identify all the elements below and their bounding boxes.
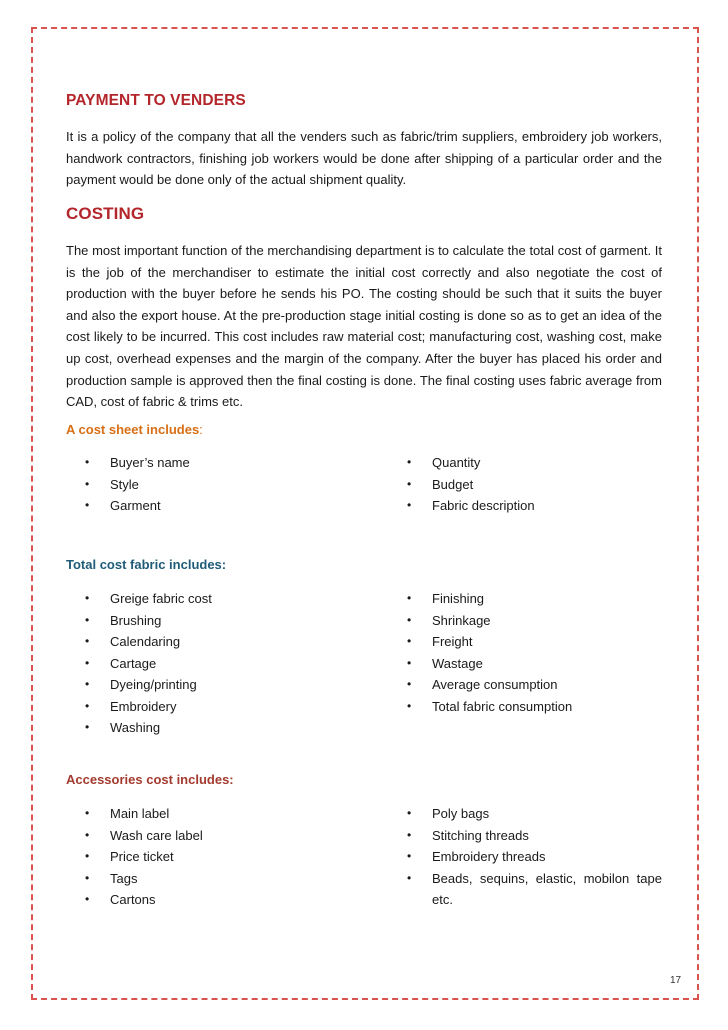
list-item-text: Shrinkage: [432, 612, 491, 628]
list-item: [85, 696, 345, 718]
bullet-icon: •: [85, 806, 90, 820]
bullet-icon: •: [85, 476, 90, 491]
bullet-icon: •: [407, 498, 412, 512]
list-item-text: Buyer’s name: [110, 455, 190, 470]
list-item: [407, 803, 662, 825]
bullet-icon: •: [407, 634, 412, 648]
bullet-icon: •: [85, 892, 90, 906]
list-item-text: Wash care label: [110, 827, 203, 843]
list-item-text: Tags: [110, 870, 138, 886]
bullet-icon: •: [407, 849, 412, 863]
list-item: [407, 846, 662, 868]
list-item-text: Stitching threads: [432, 827, 529, 843]
bullet-icon: •: [407, 827, 412, 842]
list-item: [85, 889, 345, 911]
paragraph-costing-text: The most important function of the merchandising department is to calculate the total cost of garment. It is the job of the merchandiser to estimate the initial cost correctly and also negotiate the cost of production with the buyer before he sends his PO. The costing should be such that it suits the buyer and also the export house. At the pre-production stage initial costing is done so as to get an idea of the cost likely to be incurred. This cost includes raw material cost; manufacturing cost, washing cost, make up cost, overhead expenses and the margin of the company. After the buyer has placed his order and production sample is approved then the final costing is done. The final costing uses fabric average from CAD, cost of fabric & trims etc.: [66, 243, 662, 410]
fabric-cost-list-right: [407, 588, 662, 717]
list-item: [85, 610, 345, 632]
cost-sheet-list-right: [407, 452, 662, 517]
list-item: [407, 495, 662, 517]
bullet-icon: •: [407, 591, 412, 605]
bullet-icon: •: [85, 498, 90, 512]
list-item: [85, 868, 345, 890]
subheading-accessories-cost: Accessories cost includes:: [66, 772, 234, 787]
list-item: [407, 610, 662, 632]
list-item: [407, 674, 662, 696]
list-item-text: Budget: [432, 476, 474, 492]
list-item-text: Freight: [432, 634, 473, 649]
paragraph-payment-text: It is a policy of the company that all the venders such as fabric/trim suppliers, embroidery job workers, handwork contractors, finishing job workers would be done after shipping of a particular order and the payment would be done only of the actual shipment quality.: [66, 129, 662, 188]
bullet-icon: •: [85, 655, 90, 670]
list-item: [407, 474, 662, 496]
list-item-text: Calendaring: [110, 634, 181, 649]
list-item: [85, 452, 345, 474]
bullet-icon: •: [407, 698, 412, 713]
bullet-icon: •: [85, 612, 90, 627]
list-item: [85, 653, 345, 675]
list-item-text: Fabric description: [432, 498, 535, 513]
paragraph-costing: [66, 240, 662, 413]
list-item: [85, 846, 345, 868]
list-item: [85, 825, 345, 847]
list-item-text: Total fabric consumption: [432, 698, 573, 714]
bullet-icon: •: [85, 849, 90, 863]
list-item: [407, 588, 662, 610]
list-item-text: Brushing: [110, 612, 162, 628]
bullet-icon: •: [85, 698, 90, 713]
list-item-text: Greige fabric cost: [110, 591, 212, 606]
bullet-icon: •: [85, 720, 90, 734]
list-item-text: Quantity: [432, 455, 481, 470]
subheading-cost-sheet-text: A cost sheet includes: [66, 422, 200, 437]
list-item: [85, 588, 345, 610]
list-item-text: Price ticket: [110, 849, 174, 864]
fabric-cost-list-left: [85, 588, 345, 739]
list-item-text: Cartage: [110, 655, 157, 671]
bullet-icon: •: [407, 612, 412, 627]
list-item-text: Garment: [110, 498, 161, 513]
list-item: [407, 696, 662, 718]
list-item: [85, 631, 345, 653]
list-item-text: Finishing: [432, 591, 485, 606]
list-item-text: Cartons: [110, 892, 156, 907]
bullet-icon: •: [407, 870, 412, 885]
subheading-fabric-cost: Total cost fabric includes:: [66, 557, 227, 572]
list-item: [407, 868, 662, 911]
list-item: [85, 495, 345, 517]
list-item-text: Style: [110, 476, 139, 492]
bullet-icon: •: [85, 677, 90, 691]
list-item-text: Wastage: [432, 655, 483, 671]
bullet-icon: •: [85, 870, 90, 885]
bullet-icon: •: [407, 677, 412, 691]
list-item: [85, 674, 345, 696]
list-item-text: Main label: [110, 806, 170, 821]
bullet-icon: •: [85, 634, 90, 648]
list-item: [407, 653, 662, 675]
list-item: [407, 825, 662, 847]
page-number: 17: [670, 975, 682, 986]
list-item-text: Dyeing/printing: [110, 677, 197, 692]
bullet-icon: •: [407, 806, 412, 820]
list-item-text: Beads, sequins, elastic, mobilon tape etc.: [432, 870, 662, 907]
accessories-cost-list-right: [407, 803, 662, 911]
cost-sheet-list-left: [85, 452, 345, 517]
list-item-text: Embroidery: [110, 698, 177, 714]
bullet-icon: •: [85, 591, 90, 605]
paragraph-payment: [66, 126, 662, 191]
list-item: [407, 452, 662, 474]
bullet-icon: •: [407, 476, 412, 491]
heading-payment-to-venders: PAYMENT TO VENDERS: [66, 92, 246, 109]
list-item-text: Washing: [110, 720, 161, 735]
list-item-text: Embroidery threads: [432, 849, 546, 864]
bullet-icon: •: [407, 455, 412, 469]
list-item-text: Poly bags: [432, 806, 490, 821]
bullet-icon: •: [85, 827, 90, 842]
list-item: [85, 803, 345, 825]
list-item: [407, 631, 662, 653]
subheading-colon: :: [199, 422, 203, 437]
subheading-cost-sheet: [66, 422, 203, 437]
list-item-text: Average consumption: [432, 677, 558, 692]
list-item: [85, 717, 345, 739]
heading-costing: COSTING: [66, 204, 145, 223]
bullet-icon: •: [85, 455, 90, 469]
list-item: [85, 474, 345, 496]
accessories-cost-list-left: [85, 803, 345, 911]
bullet-icon: •: [407, 655, 412, 670]
